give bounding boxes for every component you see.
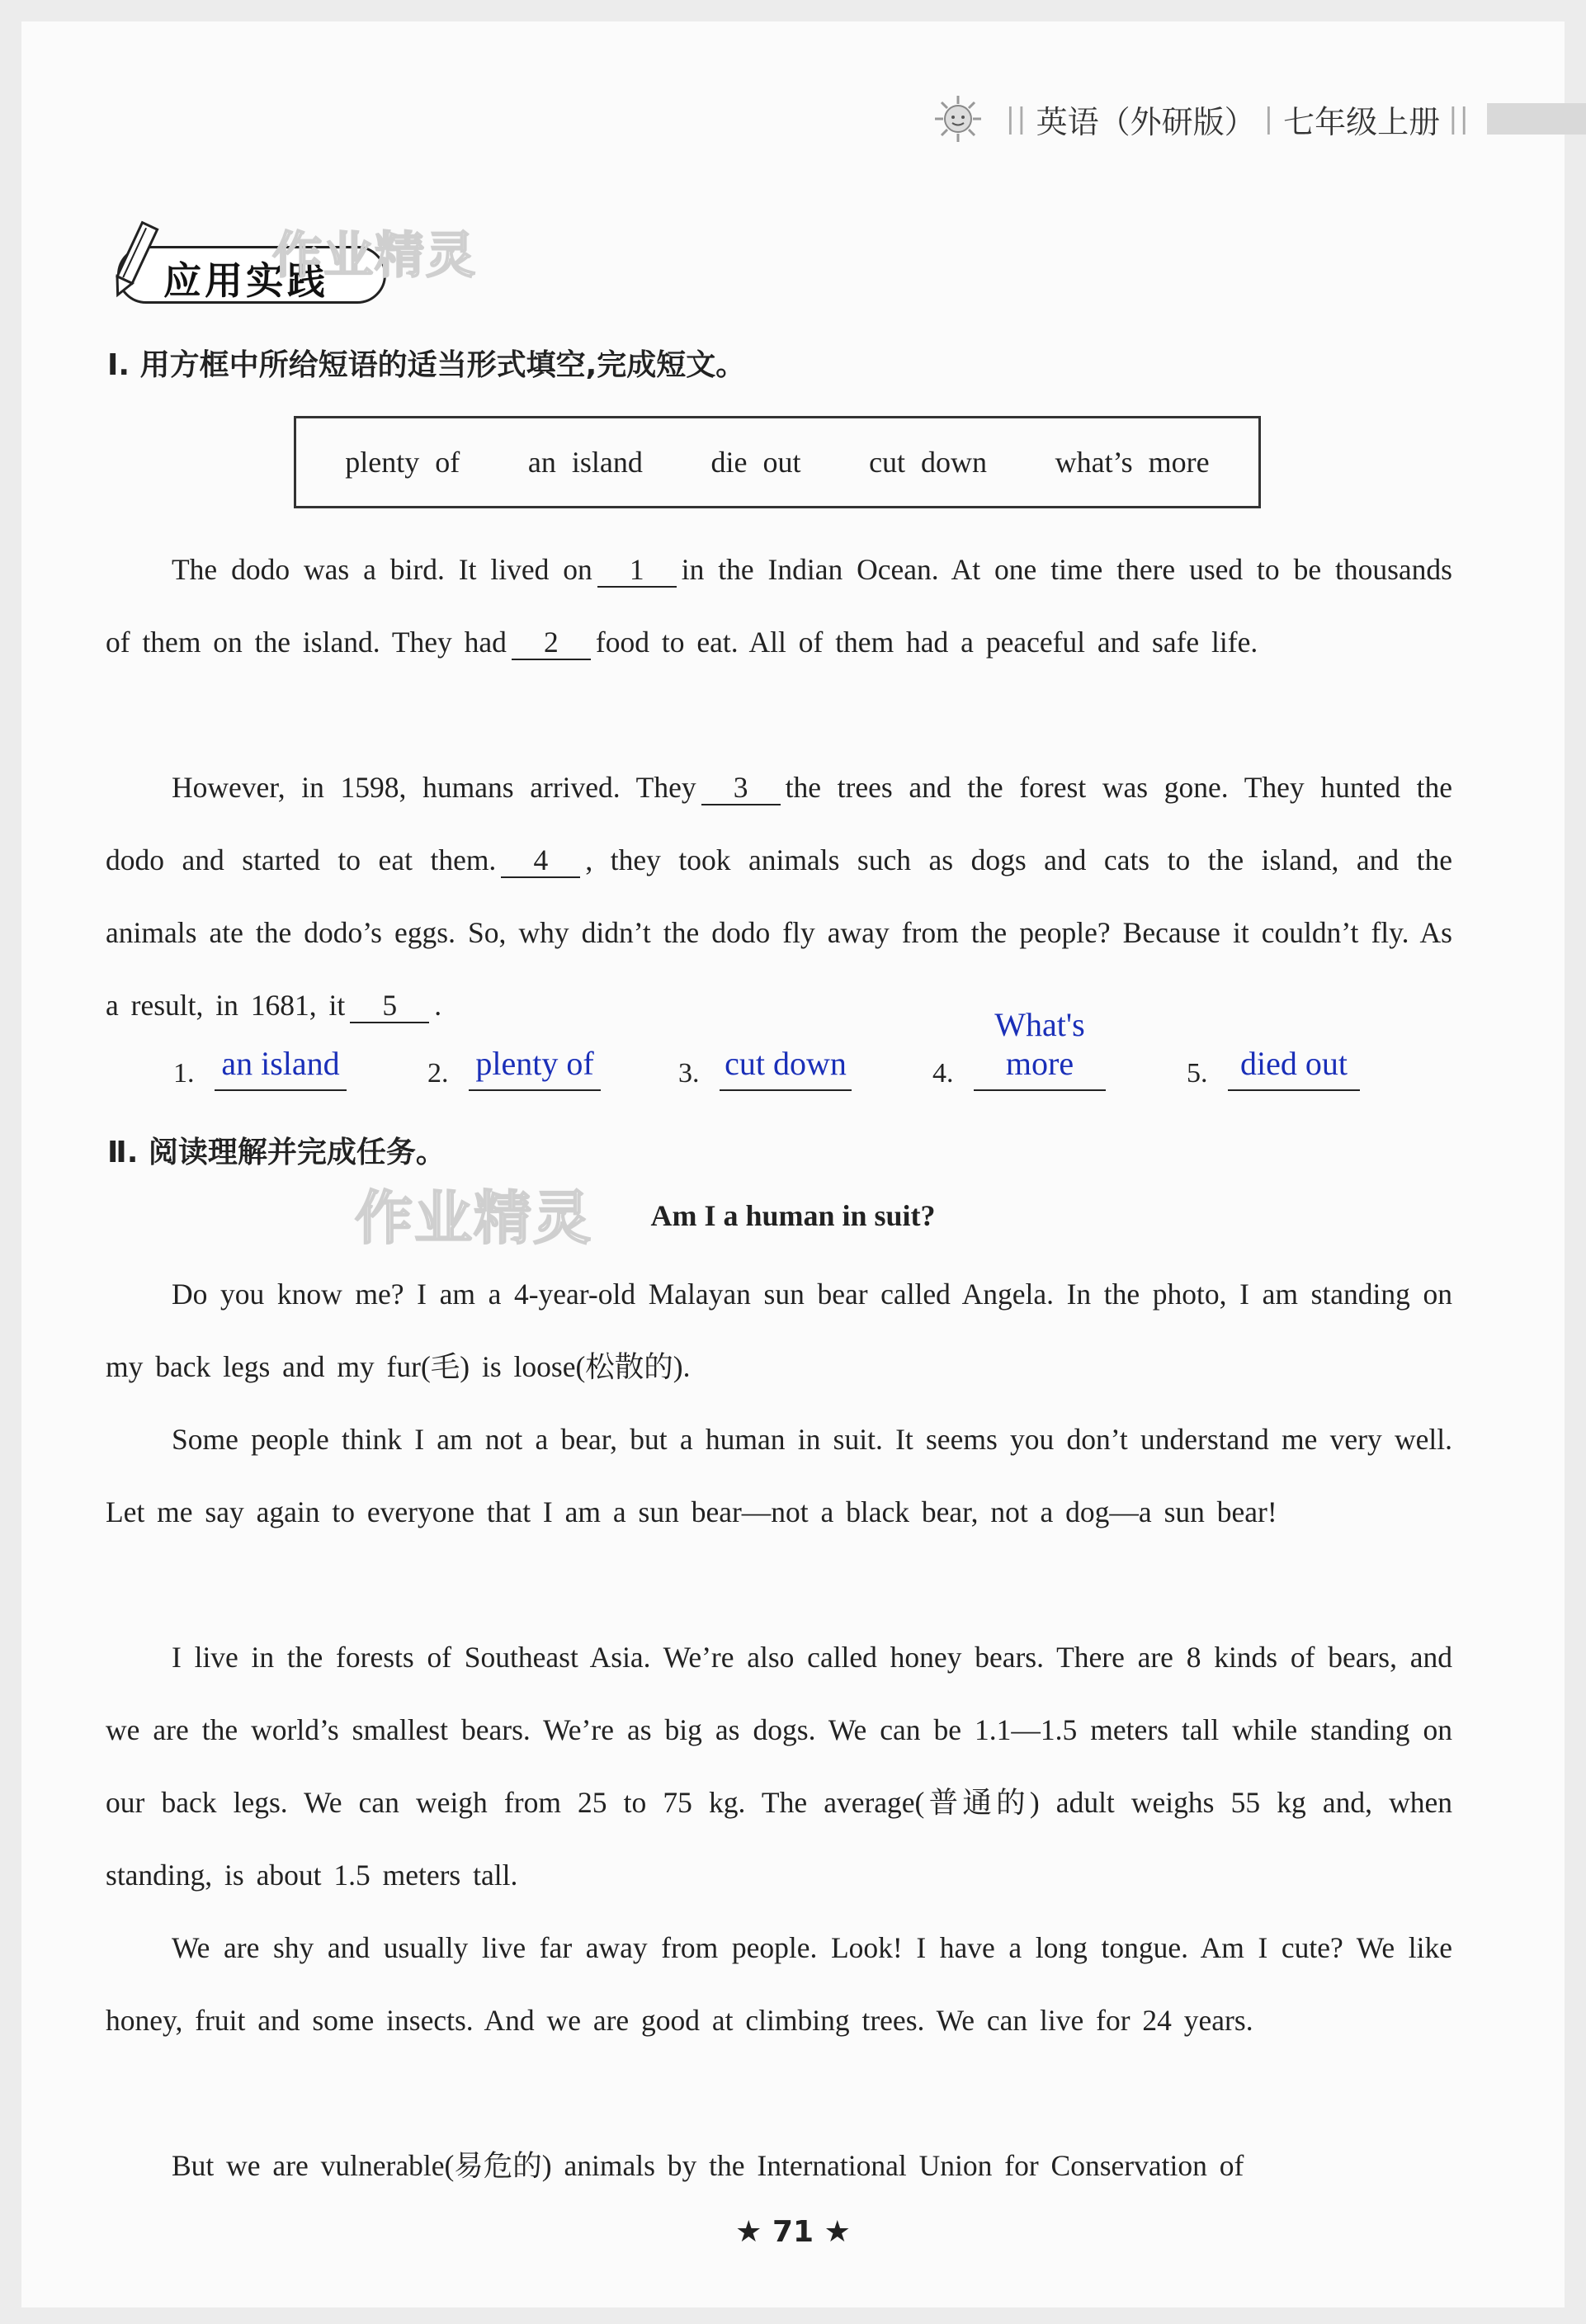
- passage-text: , they took animals such as dogs and cats to the island, and the animals ate the dodo’s eggs. So, why didn’t the dodo fly away from the people? Because it couldn’t fly. As a result, in 1681, it: [106, 843, 1452, 1022]
- phrase-item: plenty of: [345, 446, 460, 479]
- answer-line: [720, 1040, 852, 1091]
- passage-text: the trees and the forest was gone. They hunted the dodo and started to eat them.: [106, 771, 1452, 876]
- phrase-item: cut down: [869, 446, 988, 479]
- answer-number: 1.: [173, 1058, 195, 1089]
- header-divider: |: [1263, 102, 1276, 135]
- header-divider: ||: [1448, 102, 1470, 135]
- blank-5: 5: [350, 989, 429, 1023]
- reading-paragraph: But we are vulnerable(易危的) animals by the International Union for Conservation of: [172, 2149, 1244, 2182]
- reading-paragraph: I live in the forests of Southeast Asia. We’re also called honey bears. There are 8 kinds of bears, and we are the world’s smallest bears. We’re as big as dogs. We can be 1.1—1.5 meters tall while standing on our back legs. We can weigh from 25 to 75 kg. The average(普通的) adult weighs 55 kg and, when standing, is about 1.5 meters tall.: [106, 1641, 1452, 1892]
- passage-text: The dodo was a bird. It lived on: [172, 553, 592, 586]
- section-label: 应用实践: [163, 258, 328, 303]
- part1-title: Ⅰ. 用方框中所给短语的适当形式填空,完成短文。: [107, 348, 746, 382]
- answer-line: [215, 1040, 347, 1091]
- answer-line: [1228, 1040, 1360, 1091]
- phrase-box: [294, 416, 1261, 508]
- passage-paragraph: [106, 533, 1452, 678]
- page-header: [933, 97, 1586, 140]
- answer-row: [173, 1006, 1461, 1091]
- phrase-item: what’s more: [1055, 446, 1210, 479]
- reading-title: Am I a human in suit?: [650, 1199, 936, 1232]
- answer-text: died out: [1240, 1045, 1348, 1082]
- passage-paragraph: [106, 751, 1452, 1042]
- answer-line: [974, 1006, 1106, 1091]
- watermark: 作业精灵: [272, 227, 477, 285]
- answer-number: 5.: [1187, 1058, 1208, 1089]
- answer-text: cut down: [725, 1045, 847, 1082]
- page-number: ★ 71 ★: [735, 2215, 851, 2249]
- passage-text: food to eat. All of them had a peaceful and safe life.: [595, 626, 1258, 659]
- blank-1: 1: [597, 553, 677, 588]
- passage-text: However, in 1598, humans arrived. They: [172, 771, 696, 804]
- header-subject: 英语（外研版）: [1036, 103, 1256, 140]
- answer-number: 4.: [932, 1058, 954, 1089]
- passage-text: .: [434, 989, 442, 1022]
- phrase-item: an island: [527, 446, 643, 479]
- answer-text: an island: [221, 1045, 340, 1082]
- watermark: 作业精灵: [355, 1184, 592, 1252]
- answer-text: What's more: [994, 1006, 1085, 1082]
- pencil-icon: [97, 218, 172, 304]
- reading-paragraph: Do you know me? I am a 4-year-old Malayan sun bear called Angela. In the photo, I am standing on my back legs and my fur(毛) is loose(松散的).: [106, 1278, 1452, 1383]
- part2-title: Ⅱ. 阅读理解并完成任务。: [107, 1136, 446, 1169]
- header-grade: 七年级上册: [1283, 103, 1441, 140]
- answer-number: 3.: [678, 1058, 700, 1089]
- sun-mascot-icon: [933, 94, 983, 144]
- blank-4: 4: [501, 843, 580, 878]
- blank-3: 3: [701, 771, 781, 805]
- header-decoration: [1487, 103, 1586, 135]
- answer-line: [469, 1040, 601, 1091]
- blank-2: 2: [512, 626, 591, 660]
- phrase-item: die out: [710, 446, 801, 479]
- answer-number: 2.: [427, 1058, 449, 1089]
- answer-text: plenty of: [475, 1045, 594, 1082]
- reading-paragraph: Some people think I am not a bear, but a human in suit. It seems you don’t understand me very well. Let me say again to everyone that I am a sun bear—not a black bear, not a dog—a sun bear!: [106, 1423, 1452, 1528]
- passage-text: in the Indian Ocean. At one time there used to be thousands of them on the island. They had: [106, 553, 1452, 659]
- header-divider: ||: [1005, 102, 1028, 135]
- reading-paragraph: We are shy and usually live far away from people. Look! I have a long tongue. Am I cute? We like honey, fruit and some insects. And we are good at climbing trees. We can live for 24 years.: [106, 1931, 1452, 2037]
